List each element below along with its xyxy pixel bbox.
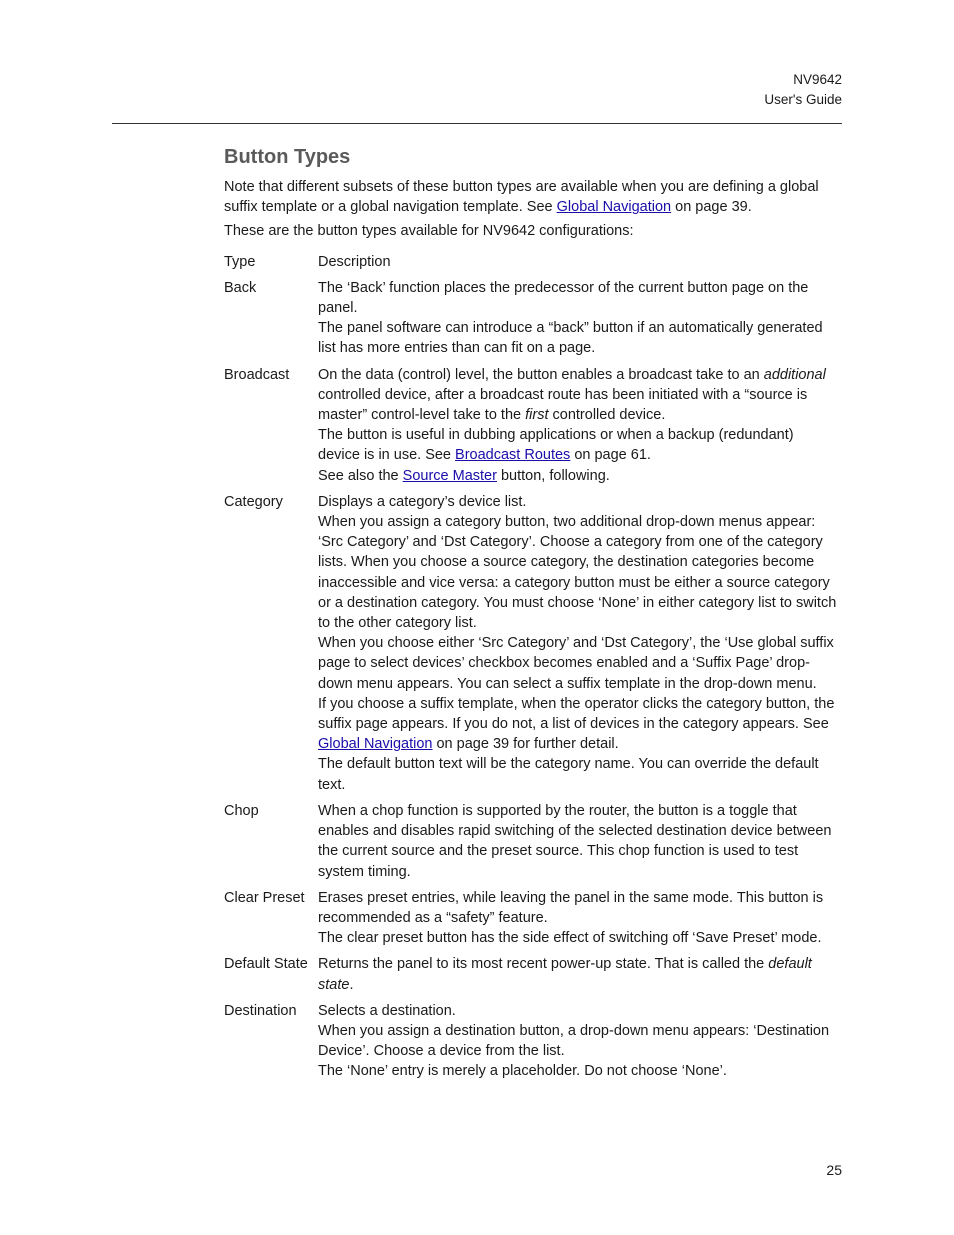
table-row: [224, 365, 838, 492]
description-line: [318, 928, 838, 948]
description-line: [318, 512, 838, 633]
description-text: on page 61.: [570, 447, 651, 464]
description-text: If you choose a suffix template, when the operator clicks the category button, the suffix page appears. If you do not, a list of devices in the category appears. See: [318, 695, 835, 733]
cross-reference-link[interactable]: Global Navigation: [318, 736, 433, 753]
description-line: [318, 888, 838, 928]
header-rule: [112, 123, 842, 124]
description-text: When you assign a destination button, a drop-down menu appears: ‘Destination Device’. Choose a device from the list.: [318, 1022, 830, 1060]
description-text: button, following.: [496, 467, 610, 484]
table-header-row: [224, 252, 838, 278]
description-text: The button is useful in dubbing applications or when a backup (redundant) device is in use. See: [318, 427, 794, 464]
column-header-description: Description: [318, 253, 391, 270]
intro-text-b: on page 39.: [671, 199, 752, 216]
button-type-description: [318, 888, 838, 955]
cross-reference-link[interactable]: Source Master: [402, 467, 497, 484]
button-type-name: Clear Preset: [224, 889, 305, 906]
table-row: [224, 954, 838, 1000]
description-text: When you choose either ‘Src Category’ and ‘Dst Category’, the ‘Use global suffix page to select devices’ checkbox becomes enabled and a ‘Suffix Page’ drop-down menu appears. You can select a suffix template in the drop-down menu.: [318, 635, 834, 692]
button-type-name: Destination: [224, 1002, 297, 1019]
description-line: [318, 365, 838, 426]
intro-paragraph-2: These are the button types available for NV9642 configurations:: [224, 223, 634, 240]
emphasis-text: first: [525, 407, 549, 424]
table-row: [224, 278, 838, 365]
description-text: The panel software can introduce a “back” button if an automatically generated list has more entries than can fit on a page.: [318, 320, 823, 357]
description-line: [318, 801, 838, 882]
button-type-description: [318, 365, 838, 492]
description-text: When a chop function is supported by the router, the button is a toggle that enables and disables rapid switching of the selected destination device between the current source and the preset source. This chop function is used to test system timing.: [318, 802, 832, 880]
section-heading: Button Types: [224, 146, 351, 168]
description-line: [318, 466, 838, 486]
description-text: controlled device, after a broadcast route has been initiated with a “source is master” control-level take to the: [318, 386, 808, 424]
global-navigation-link[interactable]: Global Navigation: [556, 199, 672, 216]
table-row: [224, 801, 838, 888]
description-text: See also the: [318, 467, 403, 484]
description-text: The default button text will be the category name. You can override the default text.: [318, 756, 819, 793]
description-line: [318, 425, 838, 465]
description-line: [318, 754, 838, 794]
description-text: Returns the panel to its most recent power-up state. That is called the: [318, 956, 769, 973]
running-header: [764, 70, 842, 110]
intro-paragraph: [224, 177, 838, 217]
description-line: [318, 492, 838, 512]
emphasis-text: additional: [763, 366, 826, 383]
description-text: The ‘None’ entry is merely a placeholder. Do not choose ‘None’.: [318, 1063, 727, 1080]
description-text: Selects a destination.: [318, 1002, 456, 1019]
header-product: NV9642: [793, 72, 842, 87]
description-text: Erases preset entries, while leaving the panel in the same mode. This button is recommended as a “safety” feature.: [318, 889, 824, 926]
page-number: 25: [826, 1162, 842, 1178]
header-doc-title: User's Guide: [764, 92, 842, 107]
description-text: on page 39 for further detail.: [432, 736, 619, 753]
description-line: [318, 278, 838, 318]
button-type-description: [318, 1001, 838, 1088]
button-type-description: [318, 278, 838, 365]
button-types-table: [224, 252, 838, 1088]
description-line: [318, 633, 838, 694]
button-type-name: Category: [224, 493, 283, 510]
column-header-type: Type: [224, 253, 256, 270]
intro-text-a: Note that different subsets of these button types are available when you are defining a global suffix template or a global navigation template. See: [224, 179, 819, 216]
button-type-description: [318, 492, 838, 801]
description-line: [318, 694, 838, 755]
table-row: [224, 888, 838, 955]
button-type-description: [318, 801, 838, 888]
table-row: [224, 1001, 838, 1088]
description-line: [318, 1061, 838, 1081]
button-type-name: Back: [224, 279, 257, 296]
main-content: [224, 144, 838, 1088]
button-type-name: Chop: [224, 802, 259, 819]
button-type-name: Default State: [224, 956, 308, 973]
description-line: [318, 1001, 838, 1021]
description-text: .: [349, 976, 354, 993]
table-row: [224, 492, 838, 801]
description-text: On the data (control) level, the button enables a broadcast take to an: [318, 366, 764, 383]
description-text: controlled device.: [548, 407, 666, 424]
description-line: [318, 954, 838, 994]
description-text: Displays a category’s device list.: [318, 493, 527, 510]
button-type-description: [318, 954, 838, 1000]
description-text: When you assign a category button, two additional drop-down menus appear: ‘Src Category’ and ‘Dst Category’. Choose a category from one of the category lists. When you choose a source category, the destination categories become inaccessible and vice versa: a category button must be either a source category or a destination category. You must choose ‘None’ in either category list to switch to the other category list.: [318, 514, 837, 632]
description-text: The ‘Back’ function places the predecessor of the current button page on the panel.: [318, 279, 809, 317]
description-line: [318, 1021, 838, 1061]
description-line: [318, 318, 838, 358]
button-type-name: Broadcast: [224, 366, 290, 383]
emphasis-text: default state: [318, 956, 812, 993]
description-text: The clear preset button has the side effect of switching off ‘Save Preset’ mode.: [318, 930, 822, 947]
cross-reference-link[interactable]: Broadcast Routes: [455, 447, 571, 464]
